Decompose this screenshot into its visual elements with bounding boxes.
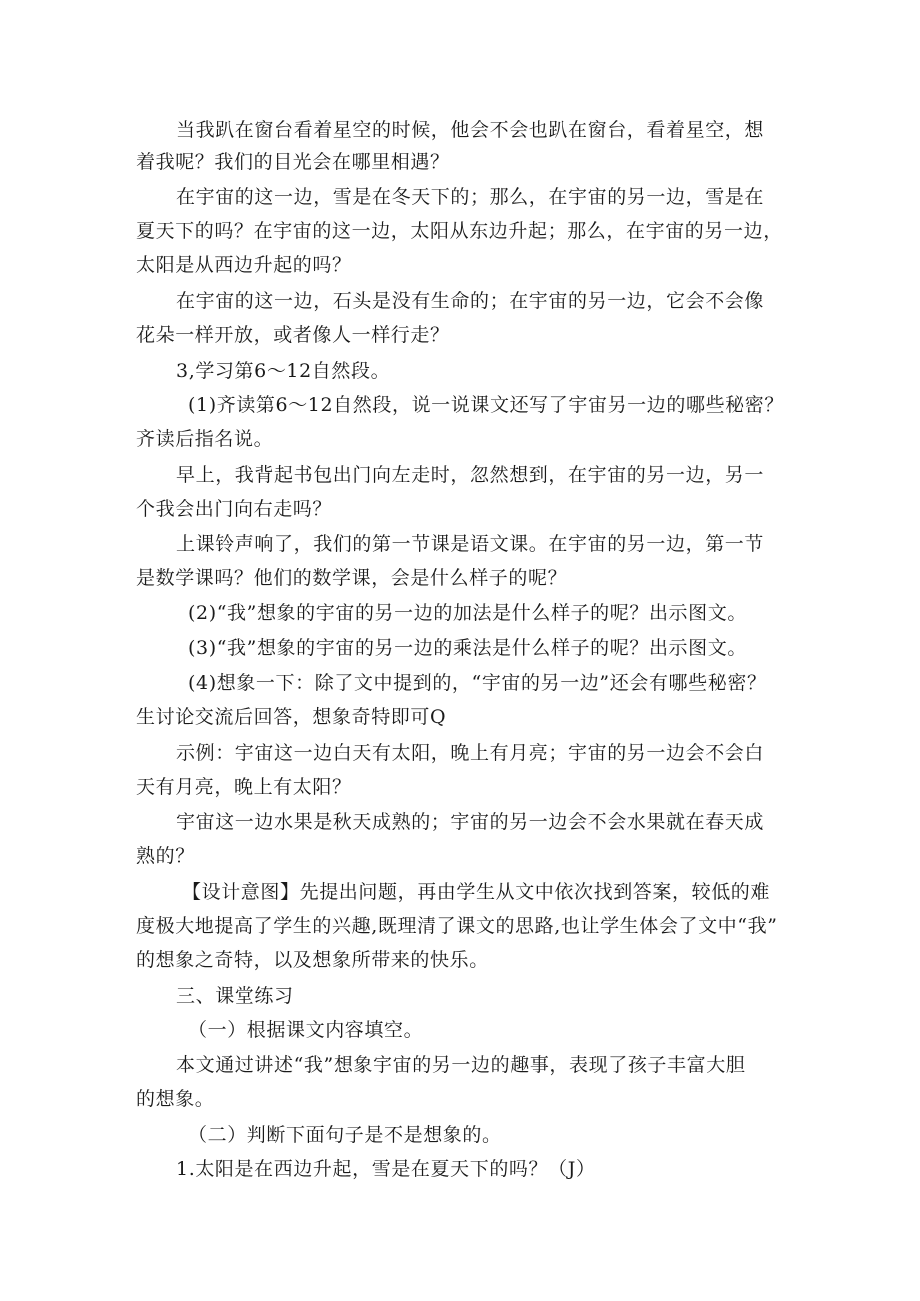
- text-line: (1)齐读第6～12自然段，说一说课文还写了宇宙另一边的哪些秘密？: [188, 394, 784, 416]
- text-line: (4)想象一下：除了文中提到的，“宇宙的另一边”还会有哪些秘密？: [188, 672, 767, 694]
- text-line: 当我趴在窗台看着星空的时候，他会不会也趴在窗台，看着星空，想: [176, 119, 765, 141]
- text-line: 花朵一样开放，或者像人一样行走？: [136, 324, 450, 346]
- subsection-heading: （二）判断下面句子是不是想象的。: [188, 1124, 502, 1146]
- text-line: 个我会出门向右走吗？: [136, 498, 333, 520]
- text-line: 的想象之奇特，以及想象所带来的快乐。: [136, 949, 489, 971]
- text-line: 的想象。: [136, 1088, 215, 1110]
- text-line: 生讨论交流后回答，想象奇特即可Q: [136, 706, 447, 728]
- question-item: 1.太阳是在西边升起，雪是在夏天下的吗？（J）: [176, 1158, 596, 1180]
- text-line: 熟的？: [136, 845, 195, 867]
- section-heading: 3,学习第6～12自然段。: [176, 360, 391, 382]
- text-line: 宇宙这一边水果是秋天成熟的；宇宙的另一边会不会水果就在春天成: [176, 811, 765, 833]
- text-line: 度极大地提高了学生的兴趣,既理清了课文的思路,也让学生体会了文中“我”: [136, 915, 778, 937]
- text-line: 示例：宇宙这一边白天有太阳，晚上有月亮；宇宙的另一边会不会白: [176, 742, 765, 764]
- text-line: 着我呢？我们的目光会在哪里相遇？: [136, 151, 450, 173]
- text-line: 早上，我背起书包出门向左走时，忽然想到，在宇宙的另一边，另一: [176, 464, 765, 486]
- text-line: 太阳是从西边升起的吗？: [136, 254, 352, 276]
- design-intent-label: 【设计意图】先提出问题，再由学生从文中依次找到答案，较低的难: [182, 881, 771, 903]
- text-line: 夏天下的吗？在宇宙的这一边，太阳从东边升起；那么，在宇宙的另一边，: [136, 220, 783, 242]
- text-line: 齐读后指名说。: [136, 428, 274, 450]
- text-line: 在宇宙的这一边，石头是没有生命的；在宇宙的另一边，它会不会像: [176, 290, 765, 312]
- text-line: (3)“我”想象的宇宙的另一边的乘法是什么样子的呢？出示图文。: [188, 637, 747, 659]
- text-line: 本文通过讲述“我”想象宇宙的另一边的趣事，表现了孩子丰富大胆: [176, 1054, 746, 1076]
- text-line: 是数学课吗？他们的数学课，会是什么样子的呢？: [136, 567, 568, 589]
- text-line: 在宇宙的这一边，雪是在冬天下的；那么，在宇宙的另一边，雪是在: [176, 186, 765, 208]
- text-line: 天有月亮，晚上有太阳？: [136, 776, 352, 798]
- text-line: 上课铃声响了，我们的第一节课是语文课。在宇宙的另一边，第一节: [176, 533, 765, 555]
- text-line: (2)“我”想象的宇宙的另一边的加法是什么样子的呢？出示图文。: [188, 602, 747, 624]
- section-heading: 三、课堂练习: [176, 985, 294, 1007]
- subsection-heading: （一）根据课文内容填空。: [188, 1019, 424, 1041]
